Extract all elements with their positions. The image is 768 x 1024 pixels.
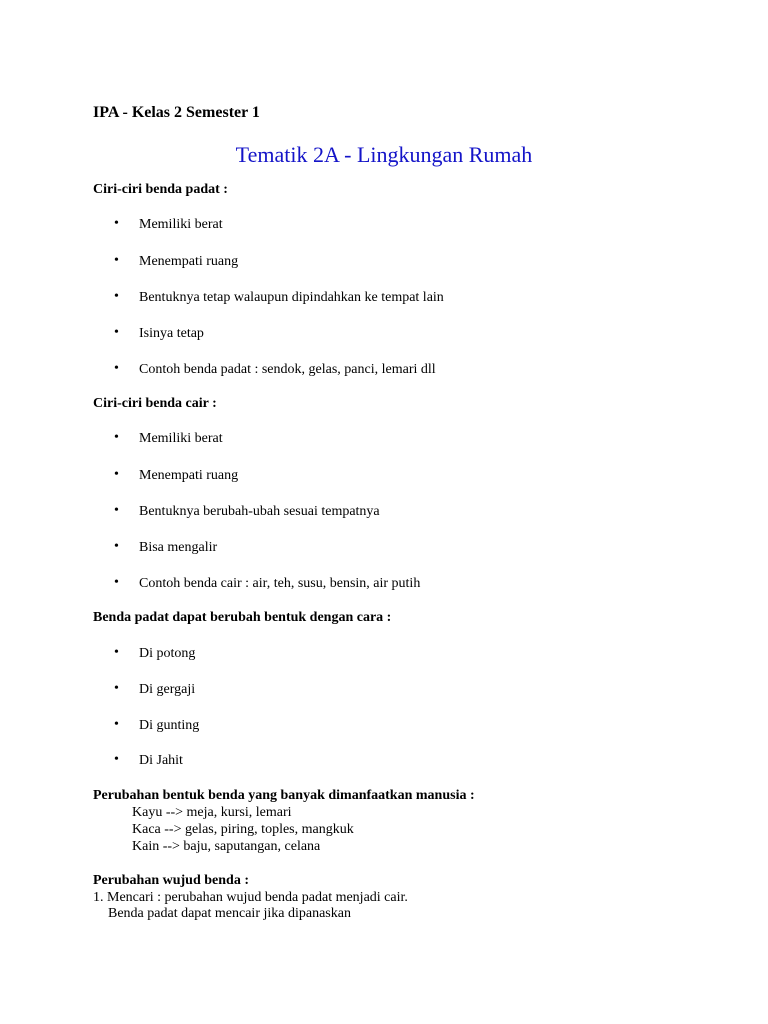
- section-heading-usage: Perubahan bentuk benda yang banyak dimanfaatkan manusia :: [93, 788, 475, 803]
- usage-line: Kayu --> meja, kursi, lemari: [132, 805, 292, 820]
- section-heading-liquid: Ciri-ciri benda cair :: [93, 396, 217, 411]
- section-heading-shape-change: Benda padat dapat berubah bentuk dengan cara :: [93, 610, 392, 625]
- section-heading-solid: Ciri-ciri benda padat :: [93, 182, 228, 197]
- subject-line: IPA - Kelas 2 Semester 1: [93, 104, 260, 121]
- page-title: Tematik 2A - Lingkungan Rumah: [235, 142, 533, 167]
- usage-line: Kain --> baju, saputangan, celana: [132, 839, 321, 854]
- state-change-line: 1. Mencari : perubahan wujud benda padat menjadi cair.: [93, 890, 408, 905]
- section-heading-state-change: Perubahan wujud benda :: [93, 873, 249, 888]
- state-change-line: Benda padat dapat mencair jika dipanaskan: [108, 906, 351, 921]
- document-page: IPA - Kelas 2 Semester 1 Tematik 2A - Lingkungan Rumah Ciri-ciri benda padat : • Memiliki berat • Menempati ruang • Bentuknya tetap walaupun dipindahkan ke tempat lain • Isinya tetap • Contoh benda padat : sendok, gelas, panci, lemari dll Ciri-ciri benda cair : • Memiliki berat • Menempati ruang • Bentuknya berubah-ubah sesuai tempatnya • Bisa mengalir • Contoh benda cair : air, teh, susu, bensin, air putih Benda padat dapat berubah bentuk dengan cara : • Di potong • Di gergaji • Di gunting • Di Jahit Perubahan bentuk benda yang banyak dimanfaatkan manusia : Kayu --> meja, kursi, lemari Kaca --> gelas, piring, toples, mangkuk Kain --> baju, saputangan, celana Perubahan wujud benda : 1. Mencari : perubahan wujud benda padat menjadi cair. Benda padat dapat mencair jika dipanaskan: [0, 0, 768, 1024]
- usage-line: Kaca --> gelas, piring, toples, mangkuk: [132, 822, 354, 837]
